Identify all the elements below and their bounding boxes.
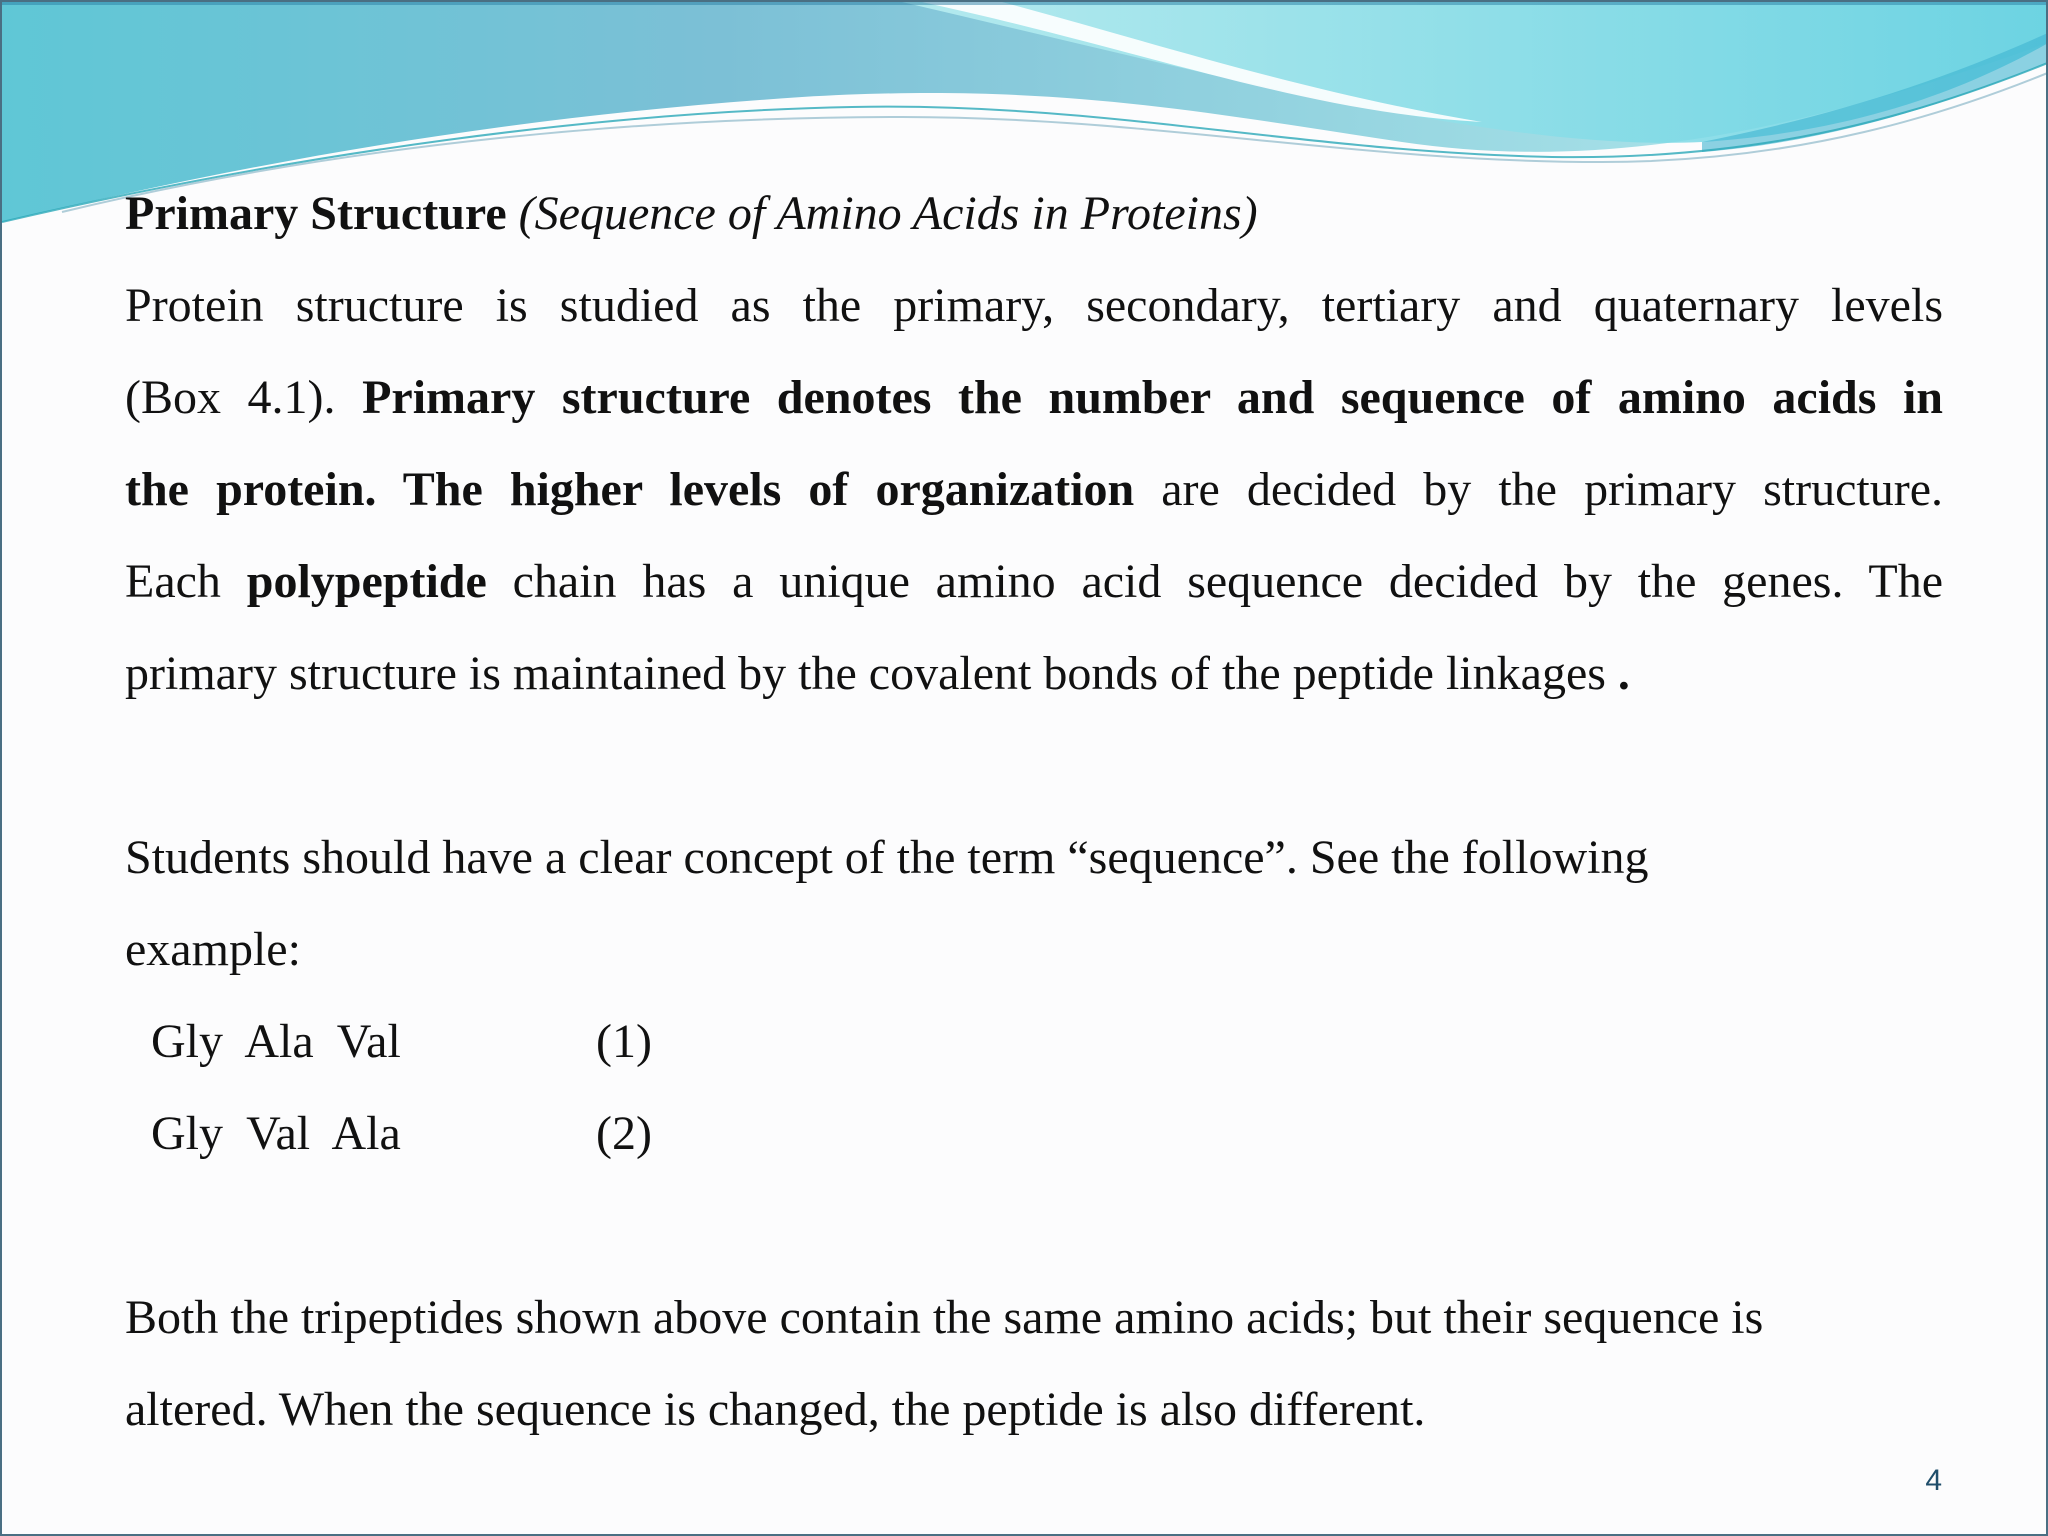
heading-bold: Primary Structure <box>125 187 507 240</box>
sequence-label: (1) <box>596 1015 652 1068</box>
para1-line4-b: chain has a unique amino acid sequence decided by the genes. The <box>512 555 1944 608</box>
page-number: 4 <box>1925 1464 1942 1497</box>
para1-line2 <box>125 368 1943 428</box>
sequence-peptide: Gly Ala Val <box>151 1015 401 1068</box>
para1-line3 <box>125 460 1943 520</box>
para1-line5-plain: primary structure is maintained by the covalent bonds of the peptide linkages <box>125 647 1606 700</box>
slide-heading <box>125 184 1258 244</box>
para1-line3-plain: are decided by the primary structure. <box>1161 463 1944 516</box>
para2-line2: example: <box>125 923 301 976</box>
para1-line5-bold: . <box>1617 647 1630 700</box>
para1-line4-a: Each <box>125 555 221 608</box>
para2-line1: Students should have a clear concept of the term “sequence”. See the following <box>125 831 1649 884</box>
para3-line2: altered. When the sequence is changed, the peptide is also different. <box>125 1383 1426 1436</box>
para1-line5 <box>125 644 1630 704</box>
para3-line1: Both the tripeptides shown above contain the same amino acids; but their sequence is <box>125 1291 1764 1344</box>
sequence-peptide: Gly Val Ala <box>151 1107 401 1160</box>
para1-line1: Protein structure is studied as the primary, secondary, tertiary and quaternary levels <box>125 279 1943 332</box>
para1-line4 <box>125 552 1943 612</box>
para1-line2-bold: Primary structure denotes the number and sequence of amino acids in <box>362 371 1944 424</box>
sequence-label: (2) <box>596 1107 652 1160</box>
heading-italic: (Sequence of Amino Acids in Proteins) <box>518 187 1258 240</box>
para1-line3-bold: the protein. The higher levels of organization <box>125 463 1135 516</box>
para1-line4-bold: polypeptide <box>246 555 487 608</box>
sequence-row-1 <box>151 1012 652 1072</box>
sequence-row-2 <box>151 1104 652 1164</box>
para1-line2-plain: (Box 4.1). <box>125 371 336 424</box>
